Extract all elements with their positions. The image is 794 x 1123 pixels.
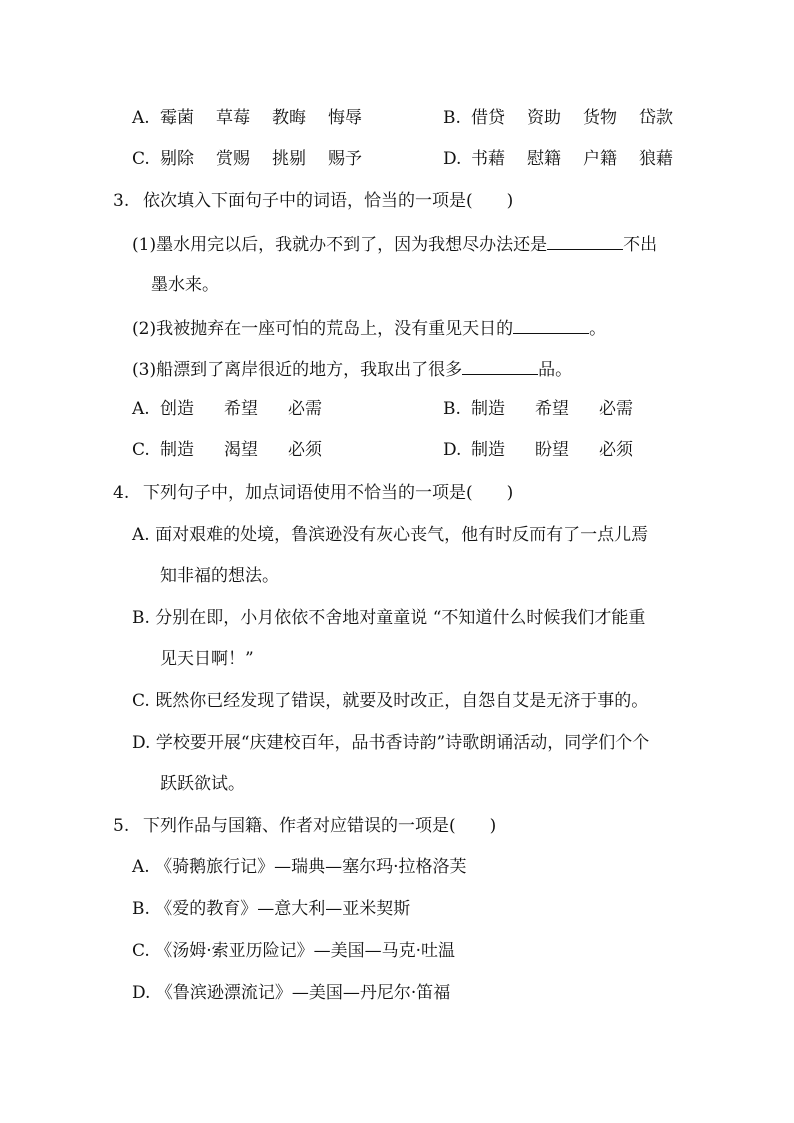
option-label: B.	[443, 108, 461, 128]
option-word: 户籍	[583, 149, 617, 169]
question-text: 下列句子中，加点词语使用不恰当的一项是( )	[143, 483, 514, 503]
option-word: 赏赐	[216, 149, 250, 169]
q4-option-b[interactable]	[132, 606, 645, 630]
q4-option-b-cont	[160, 647, 254, 671]
option-word: 草莓	[216, 108, 250, 128]
option-label: C.	[132, 149, 150, 169]
option-text: A. 《骑鹅旅行记》—瑞典—塞尔玛·拉格洛芙	[132, 857, 467, 877]
option-label: D.	[443, 440, 462, 460]
q4-option-d-cont	[160, 772, 245, 796]
q4-stem	[113, 481, 513, 505]
option-text: C. 《汤姆·索亚历险记》—美国—马克·吐温	[132, 941, 456, 961]
option-word: 狼藉	[639, 149, 673, 169]
option-text: 跃跃欲试。	[160, 774, 245, 794]
option-word: 慰籍	[527, 149, 561, 169]
sentence-text: 品。	[538, 360, 573, 380]
option-text: 知非福的想法。	[160, 566, 279, 586]
sentence-text: (3)船漂到了离岸很近的地方，我取出了很多	[132, 360, 463, 380]
sentence-text: 不出	[623, 235, 658, 255]
option-label: C.	[132, 440, 150, 460]
option-word: 创造	[160, 399, 194, 419]
question-number: 3.	[113, 191, 130, 211]
option-label: A.	[132, 399, 150, 419]
question-number: 5.	[113, 816, 130, 836]
option-word: 岱款	[639, 108, 673, 128]
q3-option-b[interactable]	[443, 397, 655, 421]
q2-option-a[interactable]	[132, 106, 384, 130]
q3-option-d[interactable]	[443, 438, 655, 462]
option-word: 悔辱	[328, 108, 362, 128]
fill-blank[interactable]	[513, 315, 589, 334]
q5-option-c[interactable]	[132, 939, 455, 963]
option-word: 渴望	[224, 440, 258, 460]
q4-option-d[interactable]	[132, 731, 649, 755]
option-word: 资助	[527, 108, 561, 128]
option-word: 希望	[535, 399, 569, 419]
q5-option-d[interactable]	[132, 981, 450, 1005]
option-word: 必须	[288, 440, 322, 460]
sentence-text: 。	[589, 319, 607, 339]
fill-blank[interactable]	[547, 231, 623, 250]
option-word: 借贷	[471, 108, 505, 128]
q3-sentence-3	[132, 356, 572, 382]
q3-sentence-1	[132, 231, 657, 257]
option-word: 希望	[224, 399, 258, 419]
q2-option-d[interactable]	[443, 147, 695, 171]
q3-sentence-1-cont	[151, 273, 219, 297]
q3-stem	[113, 189, 513, 213]
option-word: 剔除	[160, 149, 194, 169]
q3-option-c[interactable]	[132, 438, 344, 462]
option-word: 制造	[471, 399, 505, 419]
option-word: 制造	[471, 440, 505, 460]
q5-option-a[interactable]	[132, 855, 467, 879]
option-text: 见天日啊！”	[160, 649, 254, 669]
option-label: A.	[132, 108, 150, 128]
option-word: 霉菌	[160, 108, 194, 128]
fill-blank[interactable]	[462, 356, 538, 375]
option-word: 必需	[599, 399, 633, 419]
option-word: 挑剔	[272, 149, 306, 169]
sentence-text: (2)我被抛弃在一座可怕的荒岛上，没有重见天日的	[132, 319, 514, 339]
option-word: 教晦	[272, 108, 306, 128]
question-text: 依次填入下面句子中的词语，恰当的一项是( )	[143, 191, 514, 211]
option-word: 货物	[583, 108, 617, 128]
option-word: 盼望	[535, 440, 569, 460]
option-word: 书藉	[471, 149, 505, 169]
q4-option-a[interactable]	[132, 523, 648, 547]
q5-option-b[interactable]	[132, 897, 410, 921]
sentence-text: (1)墨水用完以后，我就办不到了，因为我想尽办法还是	[132, 235, 548, 255]
q4-option-c[interactable]	[132, 689, 648, 713]
q2-option-b[interactable]	[443, 106, 695, 130]
q5-stem	[113, 814, 496, 838]
q3-option-a[interactable]	[132, 397, 344, 421]
q4-option-a-cont	[160, 564, 279, 588]
question-text: 下列作品与国籍、作者对应错误的一项是( )	[143, 816, 497, 836]
option-text: B. 《爱的教育》—意大利—亚米契斯	[132, 899, 411, 919]
option-text: D. 学校要开展“庆建校百年，品书香诗韵”诗歌朗诵活动，同学们个个	[132, 733, 650, 753]
q2-option-c[interactable]	[132, 147, 384, 171]
option-word: 必需	[288, 399, 322, 419]
question-number: 4.	[113, 483, 130, 503]
option-label: B.	[443, 399, 461, 419]
option-word: 制造	[160, 440, 194, 460]
sentence-text: 墨水来。	[151, 275, 219, 295]
option-text: B. 分别在即，小月依依不舍地对童童说 “不知道什么时候我们才能重	[132, 608, 646, 628]
option-text: C. 既然你已经发现了错误，就要及时改正，自怨自艾是无济于事的。	[132, 691, 649, 711]
option-text: A. 面对艰难的处境，鲁滨逊没有灰心丧气，他有时反而有了一点儿焉	[132, 525, 649, 545]
option-word: 必须	[599, 440, 633, 460]
option-label: D.	[443, 149, 462, 169]
option-text: D. 《鲁滨逊漂流记》—美国—丹尼尔·笛福	[132, 983, 451, 1003]
option-word: 赐予	[328, 149, 362, 169]
q3-sentence-2	[132, 315, 606, 341]
